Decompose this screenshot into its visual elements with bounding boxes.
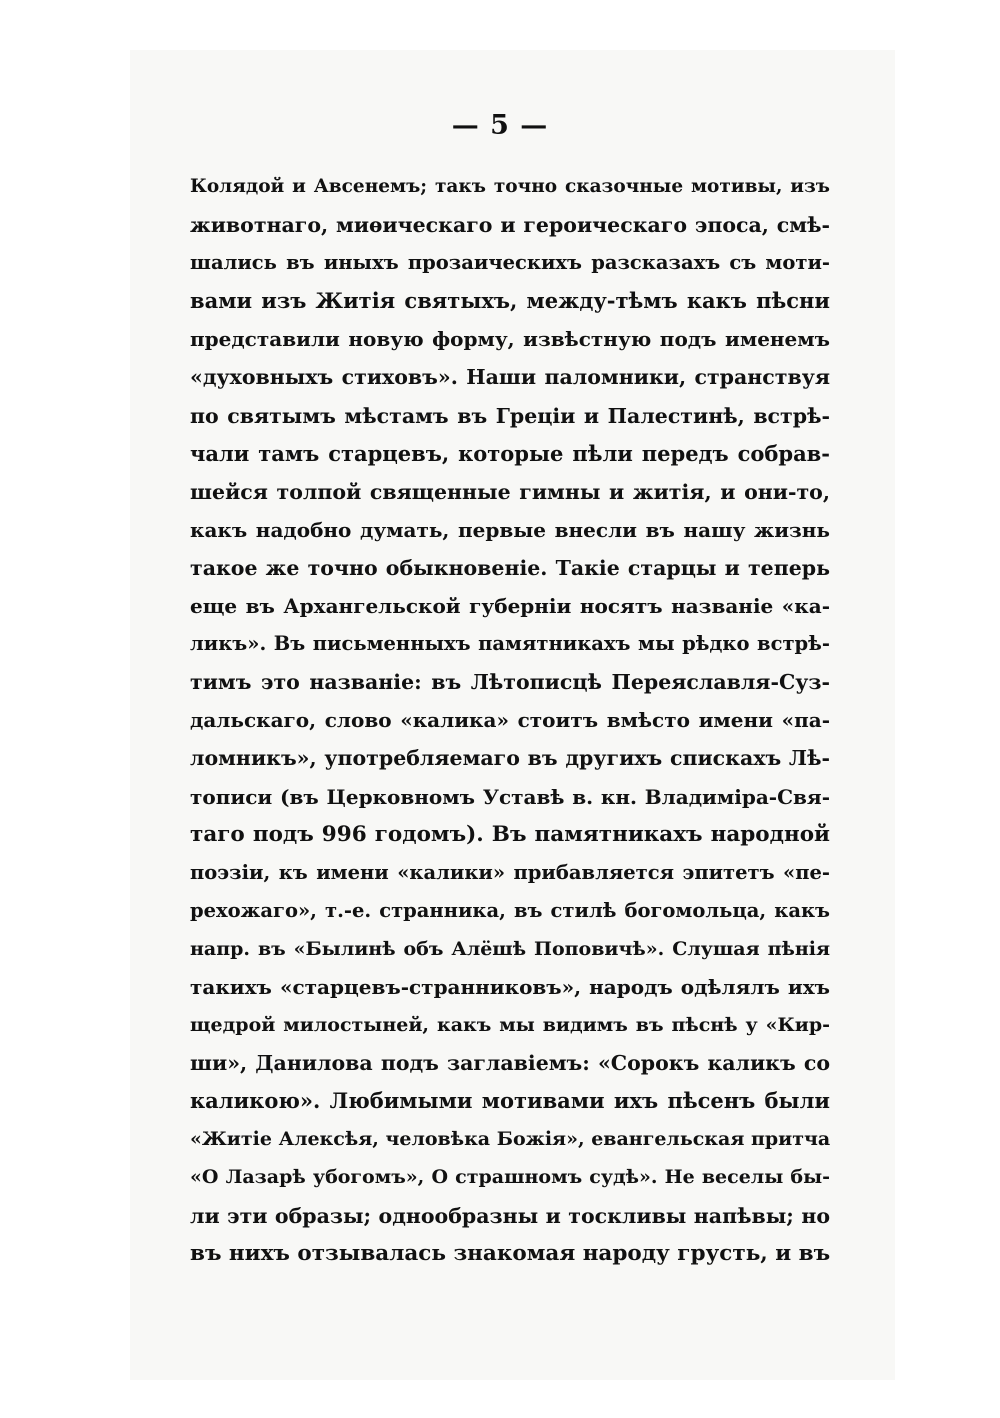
text-line: рехожаго», т.-е. странника, въ стилѣ богомольца, какъ	[190, 898, 830, 922]
text-line: «духовныхъ стиховъ». Наши паломники, странствуя	[190, 365, 830, 390]
text-line: напр. въ «Былинѣ объ Алёшѣ Поповичѣ». Слушая пѣнія	[190, 937, 830, 960]
text-line: по святымъ мѣстамъ въ Греціи и Палестинѣ, встрѣ-	[190, 403, 830, 428]
text-line: ликъ». Въ письменныхъ памятникахъ мы рѣдко встрѣ-	[190, 632, 830, 656]
text-line: представили новую форму, извѣстную подъ именемъ	[190, 327, 830, 352]
text-line: такое же точно обыкновеніе. Такіе старцы и теперь	[190, 555, 830, 580]
text-line: таго подъ 996 годомъ). Въ памятникахъ народной	[190, 821, 830, 847]
text-line: тописи (въ Церковномъ Уставѣ в. кн. Владиміра-Свя-	[190, 784, 830, 809]
text-line: еще въ Архангельской губерніи носятъ названіе «ка-	[190, 594, 830, 619]
body-text	[190, 168, 830, 1273]
text-line: въ нихъ отзывалась знакомая народу грусть, и въ	[190, 1240, 831, 1266]
text-line: тимъ это названіе: въ Лѣтописцѣ Переяславля-Суз-	[190, 670, 830, 695]
text-line: чали тамъ старцевъ, которые пѣли передъ собрав-	[190, 440, 830, 466]
text-line: Колядой и Авсенемъ; такъ точно сказочные мотивы, изъ	[190, 176, 830, 197]
text-line: ли эти образы; однообразны и тоскливы напѣвы; но	[190, 1203, 830, 1228]
text-line: такихъ «старцевъ-странниковъ», народъ одѣлялъ ихъ	[190, 974, 830, 999]
text-line: каликою». Любимыми мотивами ихъ пѣсенъ были	[190, 1088, 830, 1114]
text-line: «Житіе Алексѣя, человѣка Божія», евангельская притча	[190, 1128, 831, 1151]
text-line: поэзіи, къ имени «калики» прибавляется эпитетъ «пе-	[190, 860, 830, 884]
text-line: ши», Данилова подъ заглавіемъ: «Сорокъ каликъ со	[190, 1051, 830, 1076]
text-line: «О Лазарѣ убогомъ», О страшномъ судѣ». Не веселы бы-	[190, 1166, 830, 1189]
text-line: дальскаго, слово «калика» стоитъ вмѣсто имени «па-	[190, 708, 830, 733]
text-line: какъ надобно думать, первые внесли въ нашу жизнь	[190, 517, 830, 542]
text-line: щедрой милостыней, какъ мы видимъ въ пѣснѣ у «Кир-	[190, 1014, 830, 1037]
text-line: шейся толпой священные гимны и житія, и они-то,	[190, 479, 830, 504]
text-line: шались въ иныхъ прозаическихъ разсказахъ съ моти-	[190, 251, 830, 275]
text-line: вами изъ Житія святыхъ, между-тѣмъ какъ пѣсни	[190, 288, 830, 314]
text-line: животнаго, миѳическаго и героическаго эпоса, смѣ-	[190, 213, 830, 238]
page-number: — 5 —	[451, 110, 549, 141]
text-line: ломникъ», употребляемаго въ другихъ спискахъ Лѣ-	[190, 746, 830, 771]
